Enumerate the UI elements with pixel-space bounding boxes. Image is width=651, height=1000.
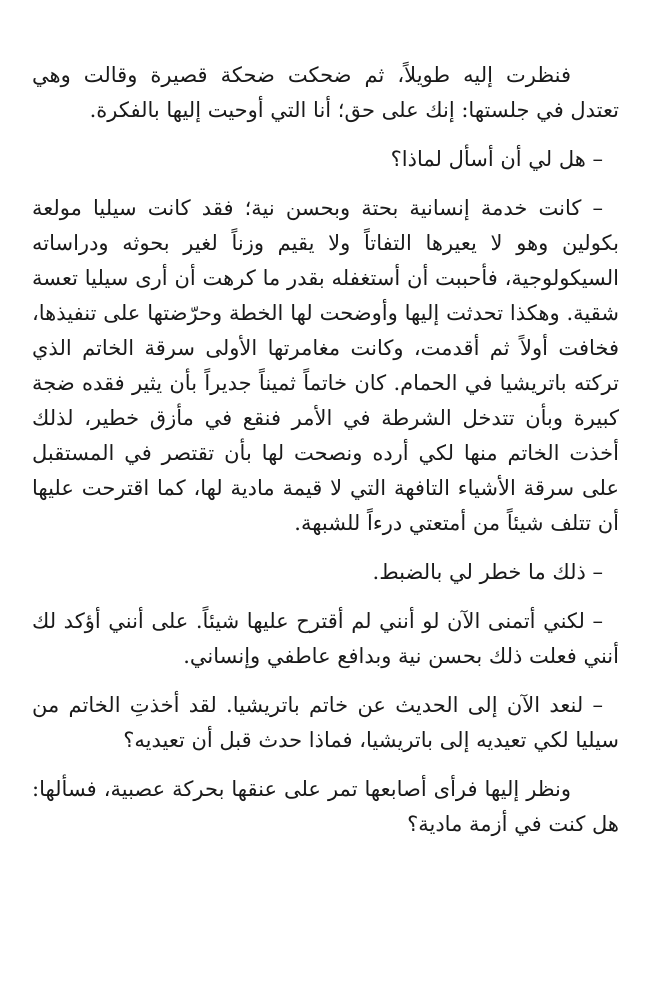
paragraph-dialogue-reply: – ذلك ما خطر لي بالضبط. — [372, 560, 603, 584]
paragraph-dialogue-ring: – لنعد الآن إلى الحديث عن خاتم باتريشيا. لقد أخذتِ الخاتم من سيليا لكي تعيديه إلى باتريشيا، فماذا حدث قبل أن تعيديه؟ — [32, 693, 619, 752]
paragraph-dialogue-question: – هل لي أن أسأل لماذا؟ — [390, 147, 603, 171]
paragraph-narration-2: ونظر إليها فرأى أصابعها تمر على عنقها بحركة عصبية، فسألها: هل كنت في أزمة مادية؟ — [32, 777, 619, 836]
paragraph-narration-1: فنظرت إليه طويلاً، ثم ضحكت ضحكة قصيرة وقالت وهي تعتدل في جلستها: إنك على حق؛ أنا التي أوحيت إليها بالفكرة. — [32, 63, 619, 122]
paragraph-dialogue-regret: – لكني أتمنى الآن لو أنني لم أقترح عليها شيئاً. على أنني أؤكد لك أنني فعلت ذلك بحسن نية وبدافع عاطفي وإنساني. — [32, 609, 619, 668]
book-page — [32, 58, 619, 842]
paragraph-dialogue-explanation: – كانت خدمة إنسانية بحتة وبحسن نية؛ فقد كانت سيليا مولعة بكولين وهو لا يعيرها التفاتاً ولا يقيم وزناً لغير بحوثه ودراساته السيكولوجية، فأحببت أن أستغفله بقدر ما كرهت أن أرى سيليا تعسة شقية. وهكذا تحدثت إليها وأوضحت لها الخطة وحرّضتها على تنفيذها، فخافت أولاً ثم أقدمت، وكانت مغامرتها الأولى سرقة الخاتم الذي تركته باتريشيا في الحمام. كان خاتماً ثميناً جديراً بأن يثير فقده ضجة كبيرة وبأن تتدخل الشرطة في الأمر فنقع في مأزق خطير، لذلك أخذت الخاتم منها لكي أرده ونصحت لها بأن تقتصر في المستقبل على سرقة الأشياء التافهة التي لا قيمة مادية لها، كما اقترحت عليها أن تتلف شيئاً من أمتعتي درءاً للشبهة. — [32, 196, 619, 535]
